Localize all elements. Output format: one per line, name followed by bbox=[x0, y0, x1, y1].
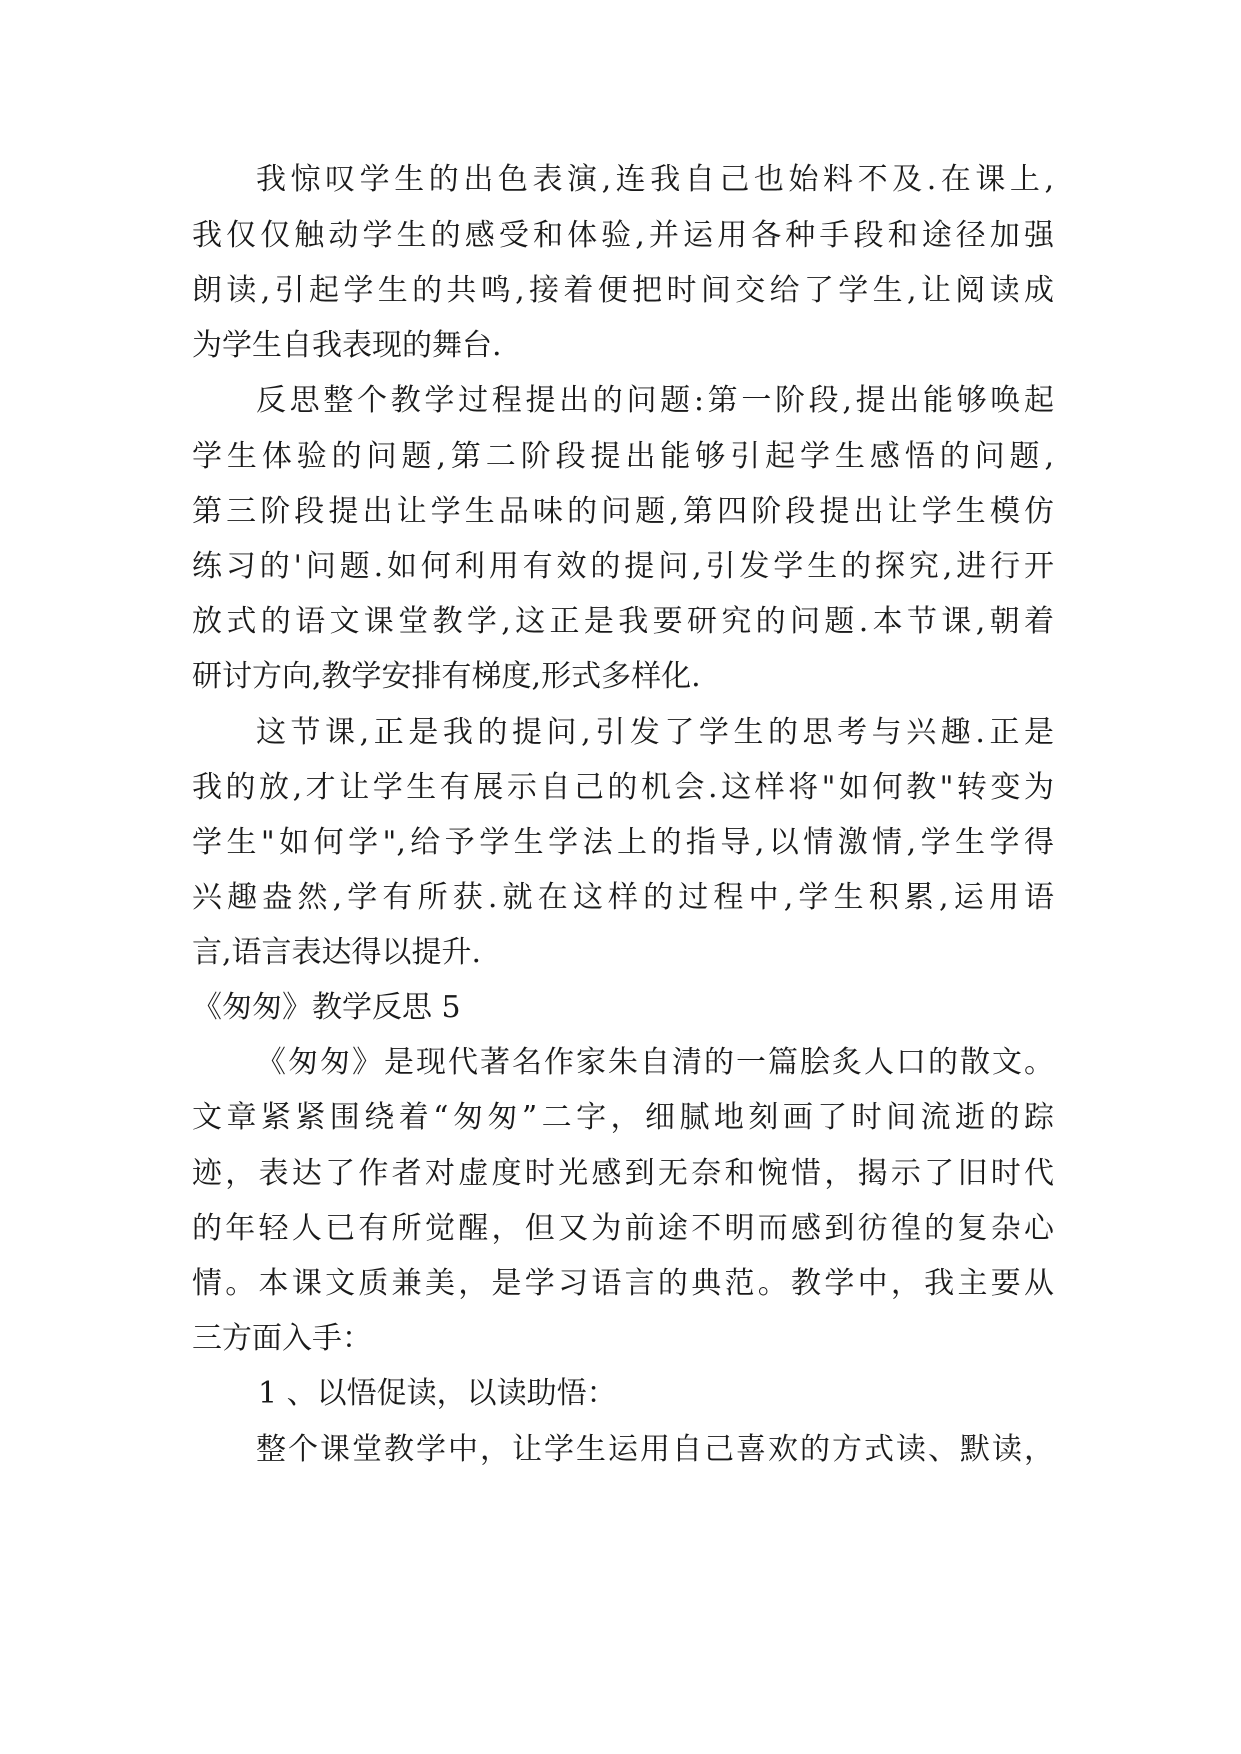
section-heading: 《匆匆》教学反思 5 bbox=[192, 990, 461, 1025]
paragraph-2-line-6: 研讨方向,教学安排有梯度,形式多样化. bbox=[192, 659, 701, 694]
paragraph-3-line-2: 我的放,才让学生有展示自己的机会.这样将"如何教"转变为 bbox=[192, 770, 1054, 805]
paragraph-4-line-4: 的年轻人已有所觉醒，但又为前途不明而感到彷徨的复杂心 bbox=[192, 1211, 1054, 1246]
paragraph-1-line-2: 我仅仅触动学生的感受和体验,并运用各种手段和途径加强 bbox=[192, 218, 1054, 253]
paragraph-1-line-4: 为学生自我表现的舞台. bbox=[192, 328, 502, 363]
paragraph-3-line-3: 学生"如何学",给予学生学法上的指导,以情激情,学生学得 bbox=[192, 825, 1054, 860]
paragraph-4-line-1: 《匆匆》是现代著名作家朱自清的一篇脍炙人口的散文。 bbox=[256, 1045, 1054, 1080]
paragraph-2-line-2: 学生体验的问题,第二阶段提出能够引起学生感悟的问题, bbox=[192, 439, 1054, 474]
paragraph-2-line-4: 练习的'问题.如何利用有效的提问,引发学生的探究,进行开 bbox=[192, 549, 1054, 584]
paragraph-2-line-3: 第三阶段提出让学生品味的问题,第四阶段提出让学生模仿 bbox=[192, 494, 1054, 529]
paragraph-1-line-3: 朗读,引起学生的共鸣,接着便把时间交给了学生,让阅读成 bbox=[192, 273, 1054, 308]
paragraph-5-line-1: 整个课堂教学中，让学生运用自己喜欢的方式读、默读， bbox=[256, 1432, 1054, 1467]
paragraph-3-line-1: 这节课,正是我的提问,引发了学生的思考与兴趣.正是 bbox=[256, 715, 1054, 750]
paragraph-4-line-3: 迹，表达了作者对虚度时光感到无奈和惋惜，揭示了旧时代 bbox=[192, 1156, 1054, 1191]
paragraph-1-line-1: 我惊叹学生的出色表演,连我自己也始料不及.在课上, bbox=[256, 162, 1054, 197]
paragraph-3-line-5: 言,语言表达得以提升. bbox=[192, 935, 482, 970]
paragraph-4-line-5: 情。本课文质兼美，是学习语言的典范。教学中，我主要从 bbox=[192, 1266, 1054, 1301]
list-item-1: 1 、以悟促读，以读助悟： bbox=[258, 1376, 617, 1411]
paragraph-2-line-1: 反思整个教学过程提出的问题:第一阶段,提出能够唤起 bbox=[256, 383, 1054, 418]
paragraph-4-line-2: 文章紧紧围绕着“匆匆”二字，细腻地刻画了时间流逝的踪 bbox=[192, 1100, 1054, 1135]
paragraph-2-line-5: 放式的语文课堂教学,这正是我要研究的问题.本节课,朝着 bbox=[192, 604, 1054, 639]
paragraph-4-line-6: 三方面入手： bbox=[192, 1321, 372, 1356]
paragraph-3-line-4: 兴趣盎然,学有所获.就在这样的过程中,学生积累,运用语 bbox=[192, 880, 1054, 915]
